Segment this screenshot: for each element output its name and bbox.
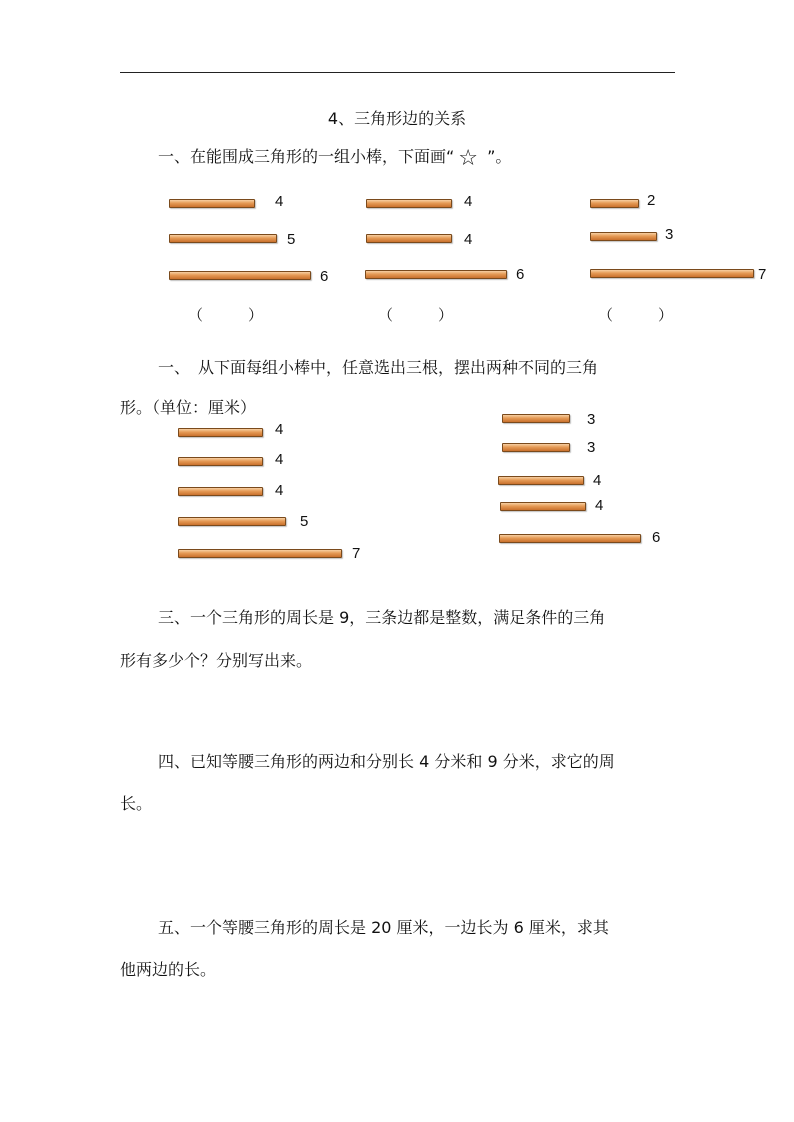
q1-prompt	[158, 142, 511, 174]
stick	[169, 271, 311, 280]
stick-length: 4	[275, 421, 284, 438]
answer-blank[interactable]: （ ）	[378, 306, 454, 324]
stick-length: 3	[587, 411, 596, 428]
q2-line2: 形。（单位：厘米）	[120, 398, 257, 417]
stick	[500, 502, 586, 511]
stick-length: 6	[652, 529, 661, 546]
stick	[502, 443, 570, 452]
stick	[366, 234, 452, 243]
stick-length: 4	[464, 231, 473, 248]
q5-line2: 他两边的长。	[120, 960, 217, 979]
stick	[590, 269, 754, 278]
stick	[365, 270, 507, 279]
stick	[590, 199, 639, 208]
stick-length: 4	[275, 193, 284, 210]
q3-line1: 三、一个三角形的周长是 9，三条边都是整数，满足条件的三角	[158, 608, 606, 627]
stick	[178, 457, 263, 466]
q3-line2: 形有多少个？分别写出来。	[120, 651, 313, 670]
answer-blank[interactable]: （ ）	[598, 306, 674, 324]
stick	[178, 549, 342, 558]
star-icon: ☆	[458, 146, 479, 171]
stick-length: 7	[352, 545, 361, 562]
q5-line1: 五、一个等腰三角形的周长是 20 厘米，一边长为 6 厘米，求其	[158, 918, 609, 937]
stick	[178, 487, 263, 496]
stick-length: 6	[516, 266, 525, 283]
stick-length: 2	[647, 192, 656, 209]
stick-length: 5	[287, 231, 296, 248]
stick-length: 5	[300, 513, 309, 530]
stick-length: 4	[593, 472, 602, 489]
stick-length: 4	[275, 451, 284, 468]
stick-length: 4	[464, 193, 473, 210]
q1-text-before: 一、在能围成三角形的一组小棒，下面画“	[158, 147, 455, 166]
stick-length: 3	[587, 439, 596, 456]
stick	[366, 199, 452, 208]
q1-text-after: ”。	[482, 147, 512, 166]
answer-blank[interactable]: （ ）	[188, 306, 264, 324]
stick-length: 3	[665, 226, 674, 243]
header-rule	[120, 72, 675, 73]
stick	[590, 232, 657, 241]
q4-line1: 四、已知等腰三角形的两边和分别长 4 分米和 9 分米，求它的周	[158, 752, 615, 771]
stick-length: 7	[758, 266, 767, 283]
q4-line2: 长。	[120, 794, 153, 813]
stick	[178, 517, 286, 526]
stick	[499, 534, 641, 543]
stick	[498, 476, 584, 485]
q2-line1: 一、 从下面每组小棒中，任意选出三根，摆出两种不同的三角	[158, 358, 599, 377]
stick	[169, 199, 255, 208]
stick-length: 4	[275, 482, 284, 499]
stick	[169, 234, 277, 243]
stick	[178, 428, 263, 437]
stick	[502, 414, 570, 423]
page-title: 4、三角形边的关系	[327, 109, 467, 128]
stick-length: 4	[595, 497, 604, 514]
stick-length: 6	[320, 268, 329, 285]
